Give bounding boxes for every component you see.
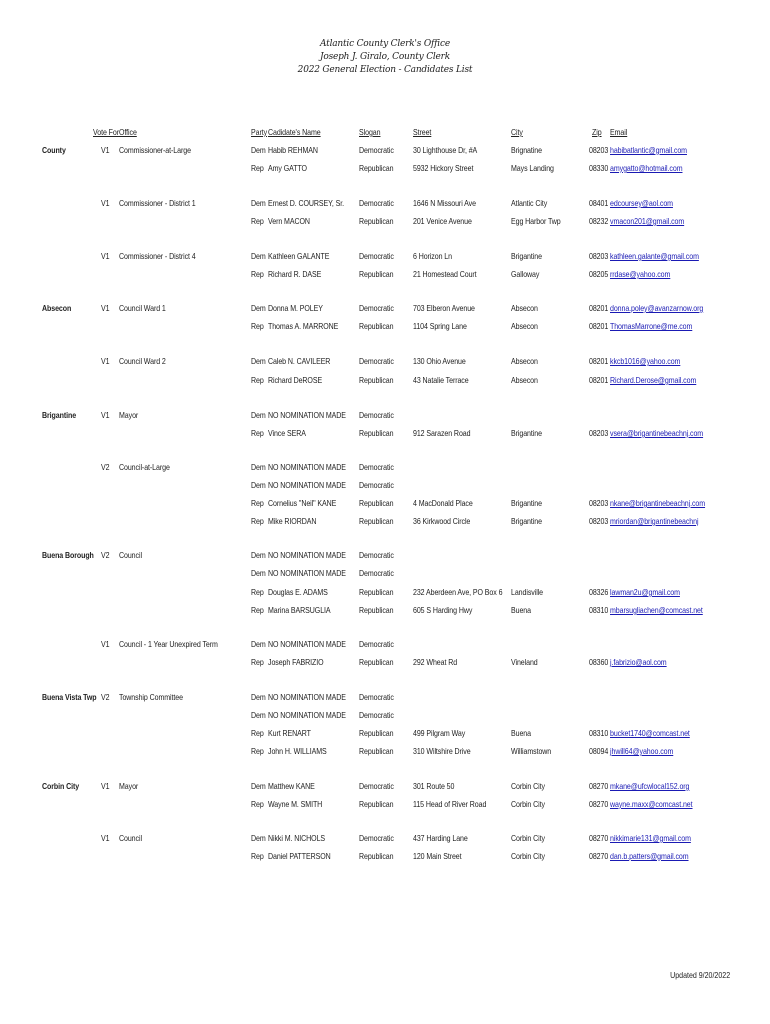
- zip-cell: 08330: [589, 163, 609, 173]
- party-cell: Rep: [251, 605, 264, 615]
- street-cell: 310 Wiltshire Drive: [413, 746, 471, 756]
- vote-for-cell: V1: [101, 198, 110, 208]
- party-cell: Rep: [251, 321, 264, 331]
- slogan-cell: Democratic: [359, 410, 394, 420]
- email-link[interactable]: ThomasMarrone@me.com: [610, 321, 693, 331]
- office-cell: Commissioner - District 4: [119, 251, 196, 261]
- vote-for-cell: V2: [101, 550, 110, 560]
- candidate-name-cell: Joseph FABRIZIO: [268, 657, 324, 667]
- candidate-name-cell: NO NOMINATION MADE: [268, 710, 346, 720]
- office-cell: Council: [119, 550, 142, 560]
- candidate-name-cell: NO NOMINATION MADE: [268, 568, 346, 578]
- candidate-name-cell: Marina BARSUGLIA: [268, 605, 331, 615]
- city-cell: Brigantine: [511, 516, 542, 526]
- candidate-name-cell: Douglas E. ADAMS: [268, 587, 328, 597]
- jurisdiction-label: Brigantine: [42, 410, 77, 420]
- city-cell: Absecon: [511, 321, 538, 331]
- party-cell: Dem: [251, 480, 266, 490]
- vote-for-cell: V1: [101, 833, 110, 843]
- candidate-name-cell: Vince SERA: [268, 428, 306, 438]
- email-link[interactable]: vsera@brigantinebeachnj.com: [610, 428, 704, 438]
- slogan-cell: Democratic: [359, 568, 394, 578]
- candidate-name-cell: Kathleen GALANTE: [268, 251, 330, 261]
- candidate-name-cell: NO NOMINATION MADE: [268, 462, 346, 472]
- vote-for-cell: V1: [101, 781, 110, 791]
- email-link[interactable]: lawman2u@gmail.com: [610, 587, 680, 597]
- office-cell: Council-at-Large: [119, 462, 170, 472]
- document-header: [0, 38, 770, 77]
- candidate-name-cell: NO NOMINATION MADE: [268, 480, 346, 490]
- email-link[interactable]: jhwill64@yahoo.com: [610, 746, 674, 756]
- vote-for-cell: V2: [101, 462, 110, 472]
- zip-cell: 08326: [589, 587, 609, 597]
- slogan-cell: Democratic: [359, 462, 394, 472]
- street-cell: 437 Harding Lane: [413, 833, 468, 843]
- email-link[interactable]: kkcb1016@yahoo.com: [610, 356, 681, 366]
- slogan-cell: Republican: [359, 587, 394, 597]
- col-header-city: City: [511, 127, 523, 137]
- zip-cell: 08094: [589, 746, 609, 756]
- email-link[interactable]: mriordan@brigantinebeachnj: [610, 516, 699, 526]
- email-link[interactable]: donna.poley@avanzarnow.org: [610, 303, 704, 313]
- candidate-name-cell: NO NOMINATION MADE: [268, 639, 346, 649]
- jurisdiction-label: Buena Borough: [42, 550, 94, 560]
- candidate-name-cell: Cornelius "Neil" KANE: [268, 498, 337, 508]
- party-cell: Rep: [251, 799, 264, 809]
- city-cell: Galloway: [511, 269, 540, 279]
- party-cell: Rep: [251, 587, 264, 597]
- party-cell: Rep: [251, 375, 264, 385]
- zip-cell: 08270: [589, 851, 609, 861]
- slogan-cell: Republican: [359, 657, 394, 667]
- candidate-name-cell: Caleb N. CAVILEER: [268, 356, 331, 366]
- candidate-name-cell: NO NOMINATION MADE: [268, 410, 346, 420]
- street-cell: 21 Homestead Court: [413, 269, 477, 279]
- street-cell: 6 Horizon Ln: [413, 251, 452, 261]
- candidate-name-cell: Mike RIORDAN: [268, 516, 317, 526]
- header-title: 2022 General Election - Candidates List: [297, 65, 473, 75]
- zip-cell: 08270: [589, 799, 609, 809]
- street-cell: 499 Pilgram Way: [413, 728, 466, 738]
- slogan-cell: Republican: [359, 605, 394, 615]
- city-cell: Buena: [511, 605, 531, 615]
- zip-cell: 08310: [589, 728, 609, 738]
- party-cell: Dem: [251, 462, 266, 472]
- party-cell: Rep: [251, 657, 264, 667]
- candidate-name-cell: Amy GATTO: [268, 163, 307, 173]
- candidate-name-cell: John H. WILLIAMS: [268, 746, 327, 756]
- vote-for-cell: V1: [101, 639, 110, 649]
- email-link[interactable]: mbarsugliachen@comcast.net: [610, 605, 703, 615]
- zip-cell: 08270: [589, 781, 609, 791]
- header-clerk: Joseph J. Giralo, County Clerk: [319, 52, 451, 62]
- slogan-cell: Democratic: [359, 480, 394, 490]
- street-cell: 120 Main Street: [413, 851, 462, 861]
- zip-cell: 08232: [589, 216, 609, 226]
- slogan-cell: Republican: [359, 851, 394, 861]
- city-cell: Corbin City: [511, 851, 545, 861]
- city-cell: Corbin City: [511, 781, 545, 791]
- party-cell: Dem: [251, 568, 266, 578]
- slogan-cell: Republican: [359, 498, 394, 508]
- street-cell: 5932 Hickory Street: [413, 163, 474, 173]
- party-cell: Rep: [251, 269, 264, 279]
- party-cell: Dem: [251, 639, 266, 649]
- office-cell: Commissioner-at-Large: [119, 145, 191, 155]
- slogan-cell: Republican: [359, 516, 394, 526]
- slogan-cell: Republican: [359, 216, 394, 226]
- street-cell: 1104 Spring Lane: [413, 321, 467, 331]
- office-cell: Council: [119, 833, 142, 843]
- slogan-cell: Republican: [359, 728, 394, 738]
- jurisdiction-label: County: [42, 145, 66, 155]
- party-cell: Rep: [251, 498, 264, 508]
- email-link[interactable]: mkane@ufcwlocal152.org: [610, 781, 690, 791]
- party-cell: Rep: [251, 746, 264, 756]
- slogan-cell: Democratic: [359, 550, 394, 560]
- jurisdiction-label: Buena Vista Twp: [42, 692, 97, 702]
- city-cell: Williamstown: [511, 746, 552, 756]
- party-cell: Rep: [251, 516, 264, 526]
- email-link[interactable]: dan.b.patters@gmail.com: [610, 851, 689, 861]
- vote-for-cell: V1: [101, 410, 110, 420]
- city-cell: Brignatine: [511, 145, 542, 155]
- city-cell: Atlantic City: [511, 198, 548, 208]
- street-cell: 130 Ohio Avenue: [413, 356, 466, 366]
- slogan-cell: Republican: [359, 799, 394, 809]
- col-header-candidate: Cadidate's Name: [268, 127, 321, 137]
- candidate-name-cell: Daniel PATTERSON: [268, 851, 331, 861]
- city-cell: Mays Landing: [511, 163, 554, 173]
- party-cell: Dem: [251, 251, 266, 261]
- street-cell: 115 Head of River Road: [413, 799, 487, 809]
- slogan-cell: Democratic: [359, 356, 394, 366]
- candidate-name-cell: Donna M. POLEY: [268, 303, 323, 313]
- candidate-name-cell: Thomas A. MARRONE: [268, 321, 339, 331]
- office-cell: Township Committee: [119, 692, 183, 702]
- slogan-cell: Democratic: [359, 198, 394, 208]
- email-link[interactable]: bucket1740@comcast.net: [610, 728, 690, 738]
- zip-cell: 08201: [589, 375, 609, 385]
- slogan-cell: Republican: [359, 428, 394, 438]
- zip-cell: 08203: [589, 428, 609, 438]
- city-cell: Absecon: [511, 356, 538, 366]
- city-cell: Brigantine: [511, 498, 542, 508]
- email-link[interactable]: rrdase@yahoo.com: [610, 269, 671, 279]
- email-link[interactable]: amygatto@hotmail.com: [610, 163, 683, 173]
- candidate-name-cell: NO NOMINATION MADE: [268, 692, 346, 702]
- party-cell: Dem: [251, 692, 266, 702]
- street-cell: 4 MacDonald Place: [413, 498, 473, 508]
- candidate-name-cell: Matthew KANE: [268, 781, 315, 791]
- party-cell: Dem: [251, 410, 266, 420]
- zip-cell: 08203: [589, 145, 609, 155]
- office-cell: Council Ward 1: [119, 303, 166, 313]
- slogan-cell: Republican: [359, 746, 394, 756]
- office-cell: Mayor: [119, 781, 139, 791]
- col-header-zip: Zip: [592, 127, 602, 137]
- col-header-email: Email: [610, 127, 628, 137]
- email-link[interactable]: kathleen.galante@gmail.com: [610, 251, 699, 261]
- city-cell: Landisville: [511, 587, 544, 597]
- street-cell: 201 Venice Avenue: [413, 216, 472, 226]
- party-cell: Rep: [251, 851, 264, 861]
- email-link[interactable]: wayne.maxx@comcast.net: [610, 799, 693, 809]
- zip-cell: 08203: [589, 251, 609, 261]
- party-cell: Dem: [251, 145, 266, 155]
- zip-cell: 08310: [589, 605, 609, 615]
- header-office: Atlantic County Clerk's Office: [320, 39, 450, 49]
- slogan-cell: Democratic: [359, 710, 394, 720]
- city-cell: Buena: [511, 728, 531, 738]
- candidate-name-cell: Kurt RENART: [268, 728, 311, 738]
- office-cell: Council Ward 2: [119, 356, 166, 366]
- street-cell: 232 Aberdeen Ave, PO Box 6: [413, 587, 503, 597]
- col-header-office: Office: [119, 127, 137, 137]
- office-cell: Council - 1 Year Unexpired Term: [119, 639, 218, 649]
- email-link[interactable]: vmacon201@gmail.com: [610, 216, 685, 226]
- party-cell: Dem: [251, 833, 266, 843]
- slogan-cell: Democratic: [359, 251, 394, 261]
- email-link[interactable]: habibatlantic@gmail.com: [610, 145, 687, 155]
- candidate-name-cell: Habib REHMAN: [268, 145, 318, 155]
- candidate-name-cell: Vern MACON: [268, 216, 310, 226]
- col-header-street: Street: [413, 127, 432, 137]
- zip-cell: 08201: [589, 321, 609, 331]
- zip-cell: 08203: [589, 498, 609, 508]
- zip-cell: 08401: [589, 198, 609, 208]
- party-cell: Dem: [251, 198, 266, 208]
- vote-for-cell: V1: [101, 145, 110, 155]
- party-cell: Dem: [251, 781, 266, 791]
- office-cell: Mayor: [119, 410, 139, 420]
- office-cell: Commissioner - District 1: [119, 198, 196, 208]
- updated-date: Updated 9/20/2022: [670, 970, 730, 980]
- slogan-cell: Republican: [359, 163, 394, 173]
- candidate-name-cell: Wayne M. SMITH: [268, 799, 323, 809]
- party-cell: Dem: [251, 356, 266, 366]
- party-cell: Dem: [251, 550, 266, 560]
- vote-for-cell: V2: [101, 692, 110, 702]
- party-cell: Rep: [251, 216, 264, 226]
- street-cell: 1646 N Missouri Ave: [413, 198, 476, 208]
- zip-cell: 08205: [589, 269, 609, 279]
- party-cell: Rep: [251, 428, 264, 438]
- zip-cell: 08203: [589, 516, 609, 526]
- street-cell: 30 Lighthouse Dr, #A: [413, 145, 478, 155]
- email-link[interactable]: nikkimarie131@gmail.com: [610, 833, 691, 843]
- jurisdiction-label: Absecon: [42, 303, 72, 313]
- col-header-party: Party: [251, 127, 268, 137]
- party-cell: Rep: [251, 728, 264, 738]
- street-cell: 43 Natalie Terrace: [413, 375, 469, 385]
- city-cell: Vineland: [511, 657, 538, 667]
- street-cell: 292 Wheat Rd: [413, 657, 458, 667]
- street-cell: 301 Route 50: [413, 781, 455, 791]
- candidate-name-cell: Richard R. DASE: [268, 269, 322, 279]
- col-header-vote-for: Vote For: [93, 127, 119, 137]
- city-cell: Egg Harbor Twp: [511, 216, 561, 226]
- city-cell: Brigantine: [511, 251, 542, 261]
- vote-for-cell: V1: [101, 356, 110, 366]
- city-cell: Corbin City: [511, 833, 545, 843]
- zip-cell: 08201: [589, 356, 609, 366]
- street-cell: 36 Kirkwood Circle: [413, 516, 471, 526]
- slogan-cell: Republican: [359, 321, 394, 331]
- candidate-name-cell: NO NOMINATION MADE: [268, 550, 346, 560]
- slogan-cell: Democratic: [359, 303, 394, 313]
- slogan-cell: Democratic: [359, 145, 394, 155]
- street-cell: 703 Elberon Avenue: [413, 303, 475, 313]
- city-cell: Absecon: [511, 303, 538, 313]
- slogan-cell: Democratic: [359, 692, 394, 702]
- candidate-name-cell: Richard DeROSE: [268, 375, 323, 385]
- slogan-cell: Democratic: [359, 833, 394, 843]
- slogan-cell: Democratic: [359, 639, 394, 649]
- zip-cell: 08201: [589, 303, 609, 313]
- jurisdiction-label: Corbin City: [42, 781, 80, 791]
- party-cell: Rep: [251, 163, 264, 173]
- street-cell: 912 Sarazen Road: [413, 428, 471, 438]
- candidate-name-cell: Ernest D. COURSEY, Sr.: [268, 198, 345, 208]
- candidate-name-cell: Nikki M. NICHOLS: [268, 833, 326, 843]
- vote-for-cell: V1: [101, 251, 110, 261]
- party-cell: Dem: [251, 710, 266, 720]
- street-cell: 605 S Harding Hwy: [413, 605, 473, 615]
- email-link[interactable]: Richard.Derose@gmail.com: [610, 375, 697, 385]
- vote-for-cell: V1: [101, 303, 110, 313]
- slogan-cell: Republican: [359, 269, 394, 279]
- slogan-cell: Democratic: [359, 781, 394, 791]
- email-link[interactable]: j.fabrizio@aol.com: [610, 657, 667, 667]
- email-link[interactable]: edcoursey@aol.com: [610, 198, 673, 208]
- city-cell: Brigantine: [511, 428, 542, 438]
- zip-cell: 08270: [589, 833, 609, 843]
- zip-cell: 08360: [589, 657, 609, 667]
- slogan-cell: Republican: [359, 375, 394, 385]
- email-link[interactable]: nkane@brigantinebeachnj.com: [610, 498, 706, 508]
- col-header-slogan: Slogan: [359, 127, 381, 137]
- party-cell: Dem: [251, 303, 266, 313]
- city-cell: Corbin City: [511, 799, 545, 809]
- city-cell: Absecon: [511, 375, 538, 385]
